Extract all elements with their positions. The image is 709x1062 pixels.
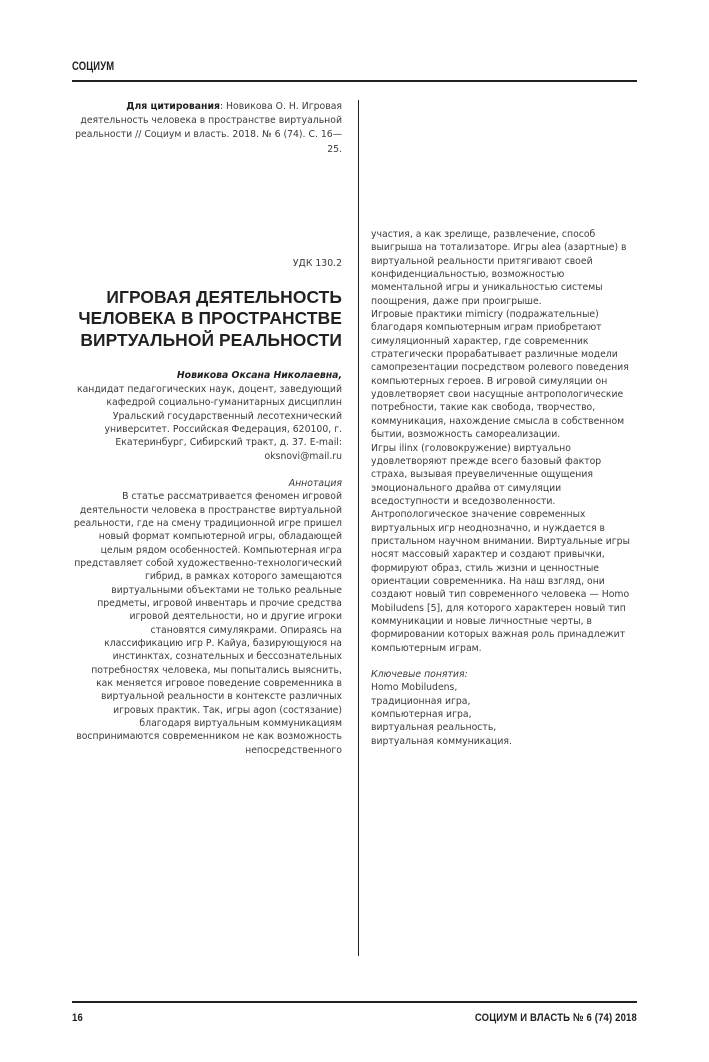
citation-text: : Новикова О. Н. Игровая деятельность человека в пространстве виртуальной реальности // Социум и власть. 2018. № 6 (74). С. 16—25. xyxy=(75,101,342,155)
page-title: ИГРОВАЯ ДЕЯТЕЛЬНОСТЬ ЧЕЛОВЕКА В ПРОСТРАНСТВЕ ВИРТУАЛЬНОЙ РЕАЛЬНОСТИ xyxy=(78,286,342,350)
keyword-item-5: виртуальная коммуникация. xyxy=(371,735,512,747)
right-column xyxy=(371,228,637,748)
running-head xyxy=(72,60,637,74)
keyword-item-2: традиционная игра, xyxy=(371,695,471,707)
keyword-item-3: компьютерная игра, xyxy=(371,709,472,721)
keyword-item-1: Homo Mobiludens, xyxy=(371,682,458,694)
header-rule xyxy=(72,80,637,82)
citation-label: Для цитирования xyxy=(126,101,220,112)
right-paragraph-3: Игры ilinx (головокружение) виртуально удовлетворяют прежде всего базовый фактор страха, вызывая преувеличенные ощущения эмоционального драйва от симуляции вседоступности и вседозволенности. xyxy=(371,442,602,507)
keyword-item-4: виртуальная реальность, xyxy=(371,722,497,734)
journal-name: СОЦИУМ И ВЛАСТЬ № 6 (74) 2018 xyxy=(474,1012,637,1024)
right-paragraph-1: участия, а как зрелище, развлечение, способ выигрыша на тотализаторе. Игры alea (азартные) в виртуальной реальности притягивают своей конфиденциальностью, возможностью моментальной игры и уникальностью системы поощрения, даже при проигрыше. xyxy=(371,229,627,307)
keywords-label: Ключевые понятия: xyxy=(371,669,468,680)
footer-rule xyxy=(72,1001,637,1003)
running-head-label: СОЦИУМ xyxy=(72,61,115,73)
abstract-label: Аннотация xyxy=(288,477,342,489)
abstract-paragraph: В статье рассматривается феномен игровой деятельности человека в пространстве виртуальной реальности, где на смену традиционной игре пришел новый формат компьютерной игры, обладающей целым рядом особенностей. Компьютерная игра представляет собой художественно-технологический гибрид, в рамках которого замещаются виртуальными объектами не только реальные предметы, игровой инвентарь и прочие средства игровой деятельности, но и другие игроки становятся симулякрами. Опираясь на классификацию игр Р. Кайуа, базирующуюся на инстинктах, сознательных и бессознательных потребностях человека, мы попытались выяснить, как меняется игровое поведение современника в виртуальной реальности в контексте различных игровых практик. Так, игры agon (состязание) благодаря виртуальным коммуникациям воспринимаются современником не как возможность непосредственного xyxy=(73,491,342,756)
page-footer xyxy=(72,1012,637,1024)
page-number: 16 xyxy=(72,1012,83,1024)
column-divider xyxy=(358,100,359,956)
udk-code: УДК 130.2 xyxy=(292,257,342,269)
citation-block xyxy=(72,100,342,157)
author-affiliation: кандидат педагогических наук, доцент, заведующий кафедрой социально-гуманитарных дисциплин Уральский государственный лесотехнический университет. Российская Федерация, 620100, г. Екатеринбург, Сибирский тракт, д. 37. E-mail: oksnovi@mail.ru xyxy=(76,384,342,462)
abstract-body xyxy=(72,490,342,757)
author-block xyxy=(72,369,342,463)
right-paragraph-2: Игровые практики mimicry (подражательные) благодаря компьютерным играм приобретают симуляционный характер, где современник стратегически прорабатывает различные модели самопрезентации посредством ролевого поведения компьютерных героев. В игровой симуляции он удовлетворяет свои насущные антропологические потребности, такие как свобода, творчество, коммуникация, нахождение смысла в собственном бытии, возможность самореализации. xyxy=(371,309,629,441)
author-name: Новикова Оксана Николаевна, xyxy=(176,370,342,382)
right-paragraph-4: Антропологическое значение современных виртуальных игр неоднозначно, и нуждается в пристальном научном внимании. Виртуальные игры носят массовый характер и создают привычки, формируют образ, стиль жизни и ценностные ориентации современника. На наш взгляд, они создают новый тип современного человека — Homo Mobiludens [5], для которого характерен новый тип коммуникации и новые личностные черты, в формировании которых важная роль принадлежит компьютерным играм. xyxy=(371,509,630,654)
left-column xyxy=(72,100,342,757)
